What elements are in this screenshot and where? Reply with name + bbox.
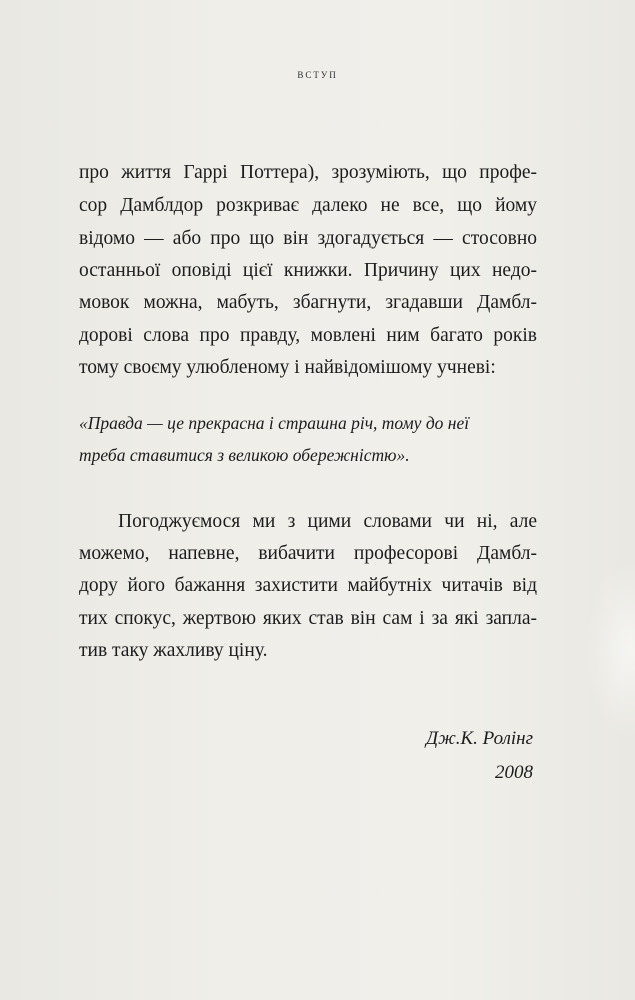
paragraph-2-line: Погоджуємося ми з цими словами чи ні, але — [118, 511, 537, 532]
paragraph-2-line: дору його бажання захистити майбутніх читачів від — [79, 575, 537, 596]
paragraph-1-line: сор Дамблдор розкриває далеко не все, що йому — [79, 195, 537, 216]
quote-line: «Правда — це прекрасна і страшна річ, тому до неї — [79, 413, 470, 433]
quote-line: треба ставитися з великою обережністю». — [79, 445, 410, 465]
paragraph-2-line: тив таку жахливу ціну. — [79, 640, 268, 661]
paragraph-1-line: останньої оповіді цієї книжки. Причину цих недо- — [79, 260, 537, 281]
signature-year: 2008 — [495, 762, 533, 783]
paragraph-1-line: відомо — або про що він здогадується — стосовно — [79, 228, 537, 249]
paragraph-2-line: можемо, напевне, вибачити професорові Дамбл- — [79, 543, 537, 564]
paragraph-2-line: тих спокус, жертвою яких став він сам і за які запла- — [79, 608, 537, 629]
paragraph-1-line: тому своєму улюбленому і найвідомішому учневі: — [79, 357, 496, 378]
signature-author: Дж.К. Ролінг — [426, 728, 533, 749]
running-header: вступ — [297, 66, 338, 81]
paragraph-1-line: про життя Гаррі Поттера), зрозуміють, що профе- — [79, 162, 537, 183]
paragraph-1-line: мовок можна, мабуть, збагнути, згадавши Дамбл- — [79, 292, 537, 313]
light-glare — [585, 560, 635, 740]
paragraph-1-line: дорові слова про правду, мовлені ним багато років — [79, 325, 537, 346]
